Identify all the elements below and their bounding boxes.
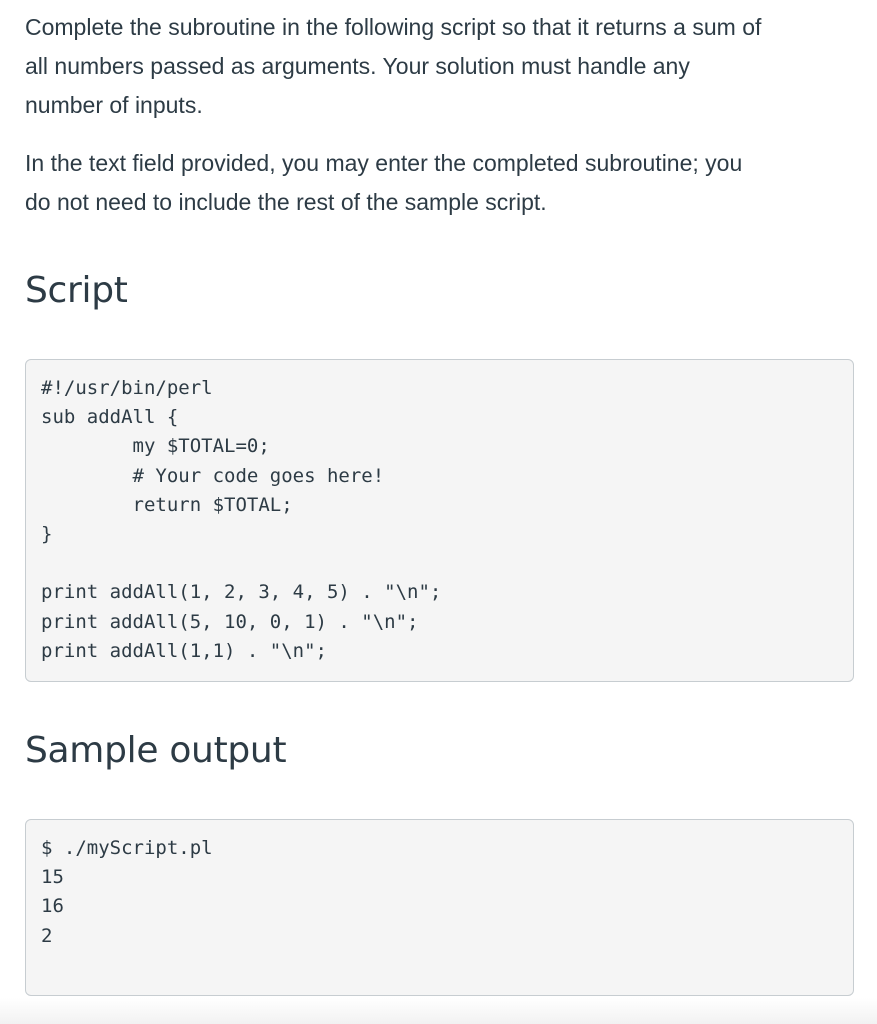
script-code-block (25, 359, 854, 682)
script-code: #!/usr/bin/perl sub addAll { my $TOTAL=0; # Your code goes here! return $TOTAL; } print addAll(1, 2, 3, 4, 5) . "\n"; print addAll(5, 10, 0, 1) . "\n"; print addAll(1,1) . "\n"; (41, 377, 442, 662)
script-heading: Script (25, 270, 128, 311)
sample-output-block (25, 819, 854, 996)
bottom-divider (0, 998, 877, 1024)
instruction-note: In the text field provided, you may enter the completed subroutine; you do not need to include the rest of the sample script. (25, 150, 743, 215)
instruction-paragraph: Complete the subroutine in the following script so that it returns a sum of all numbers passed as arguments. Your solution must handle any number of inputs. (25, 14, 762, 118)
sample-output-heading: Sample output (25, 730, 287, 771)
sample-output-code: $ ./myScript.pl 15 16 2 (41, 837, 213, 947)
